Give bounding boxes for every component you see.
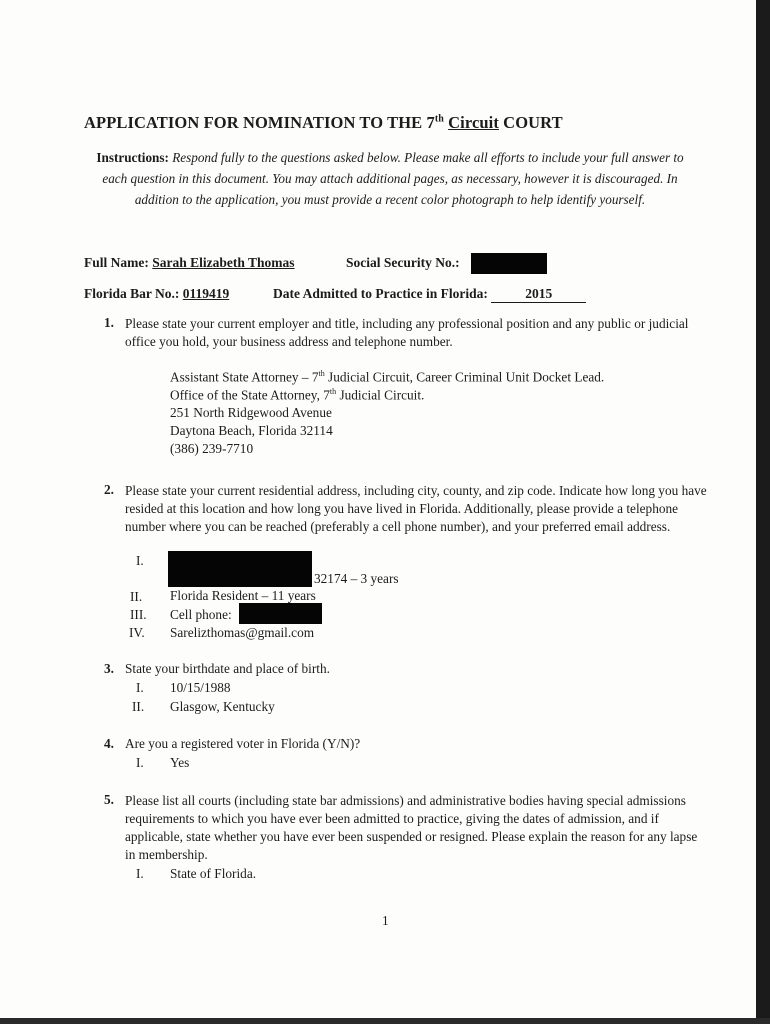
q5-text: Please list all courts (including state bar admissions) and administrative bodies having special admissions requirements to which you have ever been admitted to practice, giving the dates of admission, and if applicable, state whether you have ever been suspended or resigned. Please explain the reason for any lapse in membership.	[125, 793, 698, 862]
ssn-label: Social Security No.:	[346, 255, 460, 270]
q1-city-line: Daytona Beach, Florida 32114	[170, 423, 333, 438]
q2-item-i-text: 32174 – 3 years	[314, 571, 399, 586]
bar-number-row	[84, 286, 229, 302]
q1-text: Please state your current employer and title, including any professional position and any public or judicial office you hold, your business address and telephone number.	[125, 316, 689, 349]
q3-item-i-marker: I.	[136, 680, 144, 695]
bar-number-value: 0119419	[182, 286, 230, 301]
page-number: 1	[382, 913, 389, 928]
q1-employer-line	[170, 369, 604, 385]
q1-street-line: 251 North Ridgewood Avenue	[170, 405, 332, 420]
admitted-year: 2015	[491, 286, 586, 303]
scan-edge-right	[756, 0, 770, 1024]
q1-number: 1.	[104, 315, 114, 330]
ssn-redaction	[471, 253, 547, 274]
q4-number: 4.	[104, 736, 114, 751]
q4-text: Are you a registered voter in Florida (Y/N)?	[125, 736, 361, 751]
q5-number: 5.	[104, 792, 114, 807]
q5-item-i-marker: I.	[136, 866, 144, 881]
instructions-label: Instructions:	[96, 150, 169, 165]
scan-edge-bottom	[0, 1018, 770, 1024]
instructions-text: Respond fully to the questions asked below. Please make all efforts to include your full answer to each question in this document. You may attach additional pages, as necessary, however it is discouraged. In addition to the application, you must provide a recent color photograph to help identify yourself.	[102, 150, 684, 207]
admitted-row	[273, 286, 586, 303]
instructions	[84, 147, 696, 210]
q2-number: 2.	[104, 482, 114, 497]
full-name-value: Sarah Elizabeth Thomas	[152, 255, 295, 270]
q3-item-i-text: 10/15/1988	[170, 680, 231, 695]
q5-item-i-text: State of Florida.	[170, 866, 257, 881]
q2-text: Please state your current residential address, including city, county, and zip code. Indicate how long you have resided at this location and how long you have lived in Florida. Additionally, please provide a telephone number where you can be reached (preferably a cell phone number), and your preferred email address.	[125, 483, 707, 534]
q2-item-iii-marker: III.	[130, 607, 147, 622]
title-sup: th	[434, 113, 444, 125]
q2-item-iv-text: Sarelizthomas@gmail.com	[170, 625, 315, 640]
q2-item-iv-marker: IV.	[129, 625, 145, 640]
full-name-label: Full Name:	[84, 255, 149, 270]
title-prefix: APPLICATION FOR NOMINATION TO THE 7	[84, 113, 435, 132]
page-title	[84, 113, 563, 133]
title-suffix: COURT	[498, 113, 563, 132]
address-redaction	[168, 551, 312, 587]
q3-item-ii-marker: II.	[132, 699, 145, 714]
q4-item-i-marker: I.	[136, 755, 144, 770]
q3-text: State your birthdate and place of birth.	[125, 661, 330, 676]
q1-line1-sup: th	[318, 369, 325, 378]
q4-item-i-text: Yes	[170, 755, 190, 770]
q1-line1-a: Assistant State Attorney – 7	[170, 369, 319, 385]
q1-office-line	[170, 387, 424, 403]
full-name-row	[84, 255, 295, 271]
q1-line2-a: Office of the State Attorney, 7	[170, 387, 330, 403]
phone-redaction	[239, 603, 322, 624]
bar-number-label: Florida Bar No.:	[84, 286, 180, 301]
q2-item-ii-text: Florida Resident – 11 years	[170, 588, 316, 603]
q2-item-iii-text: Cell phone:	[170, 607, 232, 622]
q1-line2-b: Judicial Circuit.	[336, 387, 425, 403]
q2-item-ii-marker: II.	[130, 589, 143, 604]
admitted-label: Date Admitted to Practice in Florida:	[273, 286, 488, 301]
q1-line1-b: Judicial Circuit, Career Criminal Unit Docket Lead.	[324, 369, 605, 385]
q1-line2-sup: th	[329, 387, 337, 396]
title-circuit: Circuit	[448, 113, 499, 132]
q2-item-i-marker: I.	[136, 553, 144, 568]
q1-phone-line: (386) 239-7710	[170, 441, 254, 456]
q3-number: 3.	[104, 661, 114, 676]
q3-item-ii-text: Glasgow, Kentucky	[170, 699, 275, 714]
